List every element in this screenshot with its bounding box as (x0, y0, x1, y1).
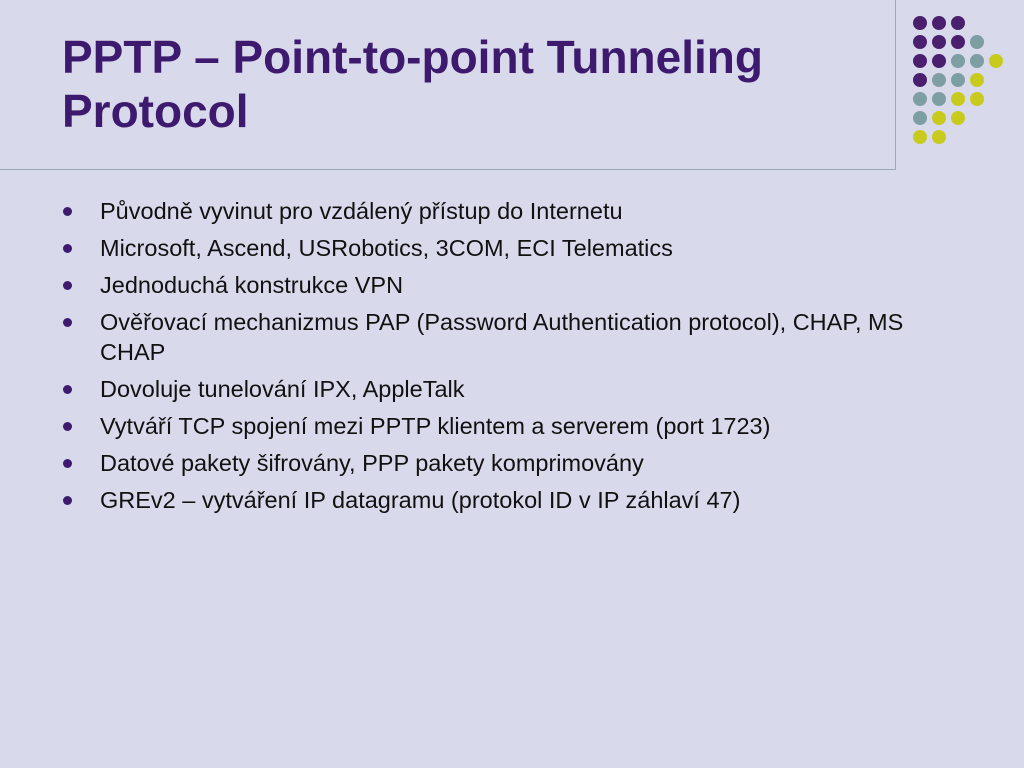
dot (932, 111, 946, 125)
dot (951, 92, 965, 106)
bullet-item (62, 374, 962, 404)
dot (932, 73, 946, 87)
dot (932, 92, 946, 106)
dot (951, 73, 965, 87)
bullet-marker-icon (63, 244, 72, 253)
bullet-marker-icon (63, 207, 72, 216)
bullet-text: Původně vyvinut pro vzdálený přístup do Internetu (100, 198, 623, 224)
bullet-text: Microsoft, Ascend, USRobotics, 3COM, ECI Telematics (100, 235, 673, 261)
bullet-text: Jednoduchá konstrukce VPN (100, 272, 404, 298)
dot (913, 111, 927, 125)
dot (913, 35, 927, 49)
dot (932, 130, 946, 144)
dot (932, 35, 946, 49)
dot (913, 92, 927, 106)
dot (913, 130, 927, 144)
dot (970, 35, 984, 49)
bullet-text: Ověřovací mechanizmus PAP (Password Authentication protocol), CHAP, MS CHAP (100, 309, 904, 365)
dot (970, 92, 984, 106)
bullet-list (62, 196, 962, 522)
bullet-text: Vytváří TCP spojení mezi PPTP klientem a serverem (port 1723) (100, 413, 771, 439)
bullet-item (62, 307, 962, 367)
dot (970, 73, 984, 87)
slide-title: PPTP – Point-to-point Tunneling Protocol (62, 31, 763, 137)
bullet-marker-icon (63, 385, 72, 394)
title-divider-vertical (895, 0, 896, 170)
bullet-item (62, 411, 962, 441)
dot (951, 54, 965, 68)
bullet-marker-icon (63, 496, 72, 505)
dot (951, 35, 965, 49)
title-divider-horizontal (0, 169, 896, 170)
bullet-item (62, 270, 962, 300)
bullet-text: GREv2 – vytváření IP datagramu (protokol ID v IP záhlaví 47) (100, 487, 741, 513)
dot (913, 54, 927, 68)
bullet-item (62, 485, 962, 515)
bullet-item (62, 448, 962, 478)
bullet-marker-icon (63, 318, 72, 327)
bullet-item (62, 196, 962, 226)
dot (951, 111, 965, 125)
bullet-marker-icon (63, 422, 72, 431)
dot (932, 16, 946, 30)
dot (951, 16, 965, 30)
bullet-marker-icon (63, 459, 72, 468)
dot (913, 73, 927, 87)
bullet-item (62, 233, 962, 263)
dot (932, 54, 946, 68)
dot (970, 54, 984, 68)
dot (913, 16, 927, 30)
bullet-marker-icon (63, 281, 72, 290)
bullet-text: Dovoluje tunelování IPX, AppleTalk (100, 376, 465, 402)
bullet-text: Datové pakety šifrovány, PPP pakety komprimovány (100, 450, 644, 476)
dot (989, 54, 1003, 68)
